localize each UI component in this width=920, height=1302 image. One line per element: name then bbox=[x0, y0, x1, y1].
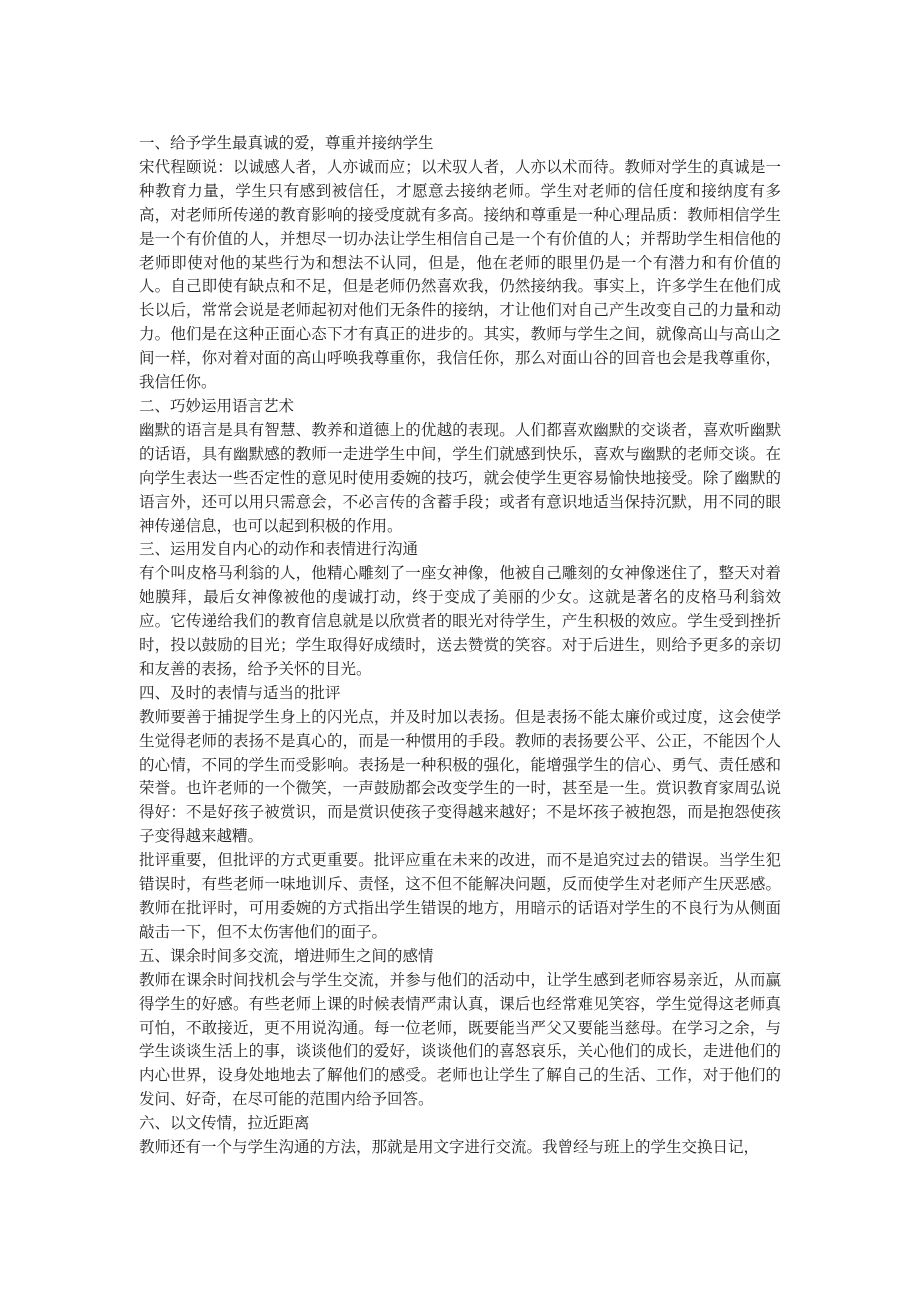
section-heading: 一、给予学生最真诚的爱，尊重并接纳学生 bbox=[139, 134, 434, 152]
section-heading: 三、运用发自内心的动作和表情进行沟通 bbox=[139, 540, 419, 559]
section-4 bbox=[139, 682, 781, 945]
section-1 bbox=[139, 132, 781, 395]
paragraph: 幽默的语言是具有智慧、教养和道德上的优越的表现。人们都喜欢幽默的交谈者，喜欢听幽默的话语，具有幽默感的教师一走进学生中间，学生们就感到快乐，喜欢与幽默的老师交谈。在向学生表达一些否定性的意见时使用委婉的技巧，就会使学生更容易愉快地接受。除了幽默的语言外，还可以用只需意会，不必言传的含蓄手段；或者有意识地适当保持沉默，用不同的眼神传递信息，也可以起到积极的作用。 bbox=[139, 420, 781, 535]
paragraph: 教师还有一个与学生沟通的方法，那就是用文字进行交流。我曾经与班上的学生交换日记， bbox=[139, 1138, 760, 1157]
paragraph: 批评重要，但批评的方式更重要。批评应重在未来的改进，而不是追究过去的错误。当学生犯错误时，有些老师一味地训斥、责怪，这不但不能解决问题，反而使学生对老师产生厌恶感。教师在批评时，可用委婉的方式指出学生错误的地方，用暗示的话语对学生的不良行为从侧面敲击一下，但不太伤害他们的面子。 bbox=[139, 851, 781, 941]
section-heading: 五、课余时间多交流，增进师生之间的感情 bbox=[139, 946, 434, 965]
document-body bbox=[139, 132, 781, 1160]
section-heading: 二、巧妙运用语言艺术 bbox=[139, 396, 295, 415]
paragraph: 有个叫皮格马利翁的人，他精心雕刻了一座女神像，他被自己雕刻的女神像迷住了，整天对着她膜拜，最后女神像被他的虔诚打动，终于变成了美丽的少女。这就是著名的皮格马利翁效应。它传递给我们的教育信息就是以欣赏者的眼光对待学生，产生积极的效应。学生受到挫折时，投以鼓励的目光；学生取得好成绩时，送去赞赏的笑容。对于后进生，则给予更多的亲切和友善的表扬，给予关怀的目光。 bbox=[139, 564, 781, 678]
section-5 bbox=[139, 945, 781, 1112]
section-heading: 四、及时的表情与适当的批评 bbox=[139, 683, 341, 702]
section-2 bbox=[139, 395, 781, 538]
paragraph: 宋代程颐说：以诚感人者，人亦诚而应；以术驭人者，人亦以术而待。教师对学生的真诚是一种教育力量，学生只有感到被信任，才愿意去接纳老师。学生对老师的信任度和接纳度有多高，对老师所传递的教育影响的接受度就有多高。接纳和尊重是一种心理品质：教师相信学生是一个有价值的人，并想尽一切办法让学生相信自己是一个有价值的人；并帮助学生相信他的老师即使对他的某些行为和想法不认同，但是，他在老师的眼里仍是一个有潜力和有价值的人。自己即使有缺点和不足，但是老师仍然喜欢我，仍然接纳我。事实上，许多学生在他们成长以后，常常会说是老师起初对他们无条件的接纳，才让他们对自己产生改变自己的力量和动力。他们是在这种正面心态下才有真正的进步的。其实，教师与学生之间，就像高山与高山之间一样，你对着对面的高山呼唤我尊重你，我信任你，那么对面山谷的回音也会是我尊重你，我信任你。 bbox=[139, 157, 781, 392]
section-3 bbox=[139, 538, 781, 681]
paragraph: 教师在课余时间找机会与学生交流，并参与他们的活动中，让学生感到老师容易亲近，从而赢得学生的好感。有些老师上课的时候表情严肃认真，课后也经常难见笑容，学生觉得这老师真可怕，不敢接近，更不用说沟通。每一位老师，既要能当严父又要能当慈母。在学习之余，与学生谈谈生活上的事，谈谈他们的爱好，谈谈他们的喜怒哀乐，关心他们的成长，走进他们的内心世界，设身处地地去了解他们的感受。老师也让学生了解自己的生活、工作，对于他们的发问、好奇，在尽可能的范围内给予回答。 bbox=[139, 970, 781, 1109]
section-heading: 六、以文传情，拉近距离 bbox=[139, 1114, 310, 1133]
section-6 bbox=[139, 1112, 781, 1160]
paragraph: 教师要善于捕捉学生身上的闪光点，并及时加以表扬。但是表扬不能太廉价或过度，这会使学生觉得老师的表扬不是真心的，而是一种惯用的手段。教师的表扬要公平、公正，不能因个人的心情，不同的学生而受影响。表扬是一种积极的强化，能增强学生的信心、勇气、责任感和荣誉。也许老师的一个微笑，一声鼓励都会改变学生的一时，甚至是一生。赏识教育家周弘说得好：不是好孩子被赏识，而是赏识使孩子变得越来越好；不是坏孩子被抱怨，而是抱怨使孩子变得越来越糟。 bbox=[139, 707, 781, 846]
